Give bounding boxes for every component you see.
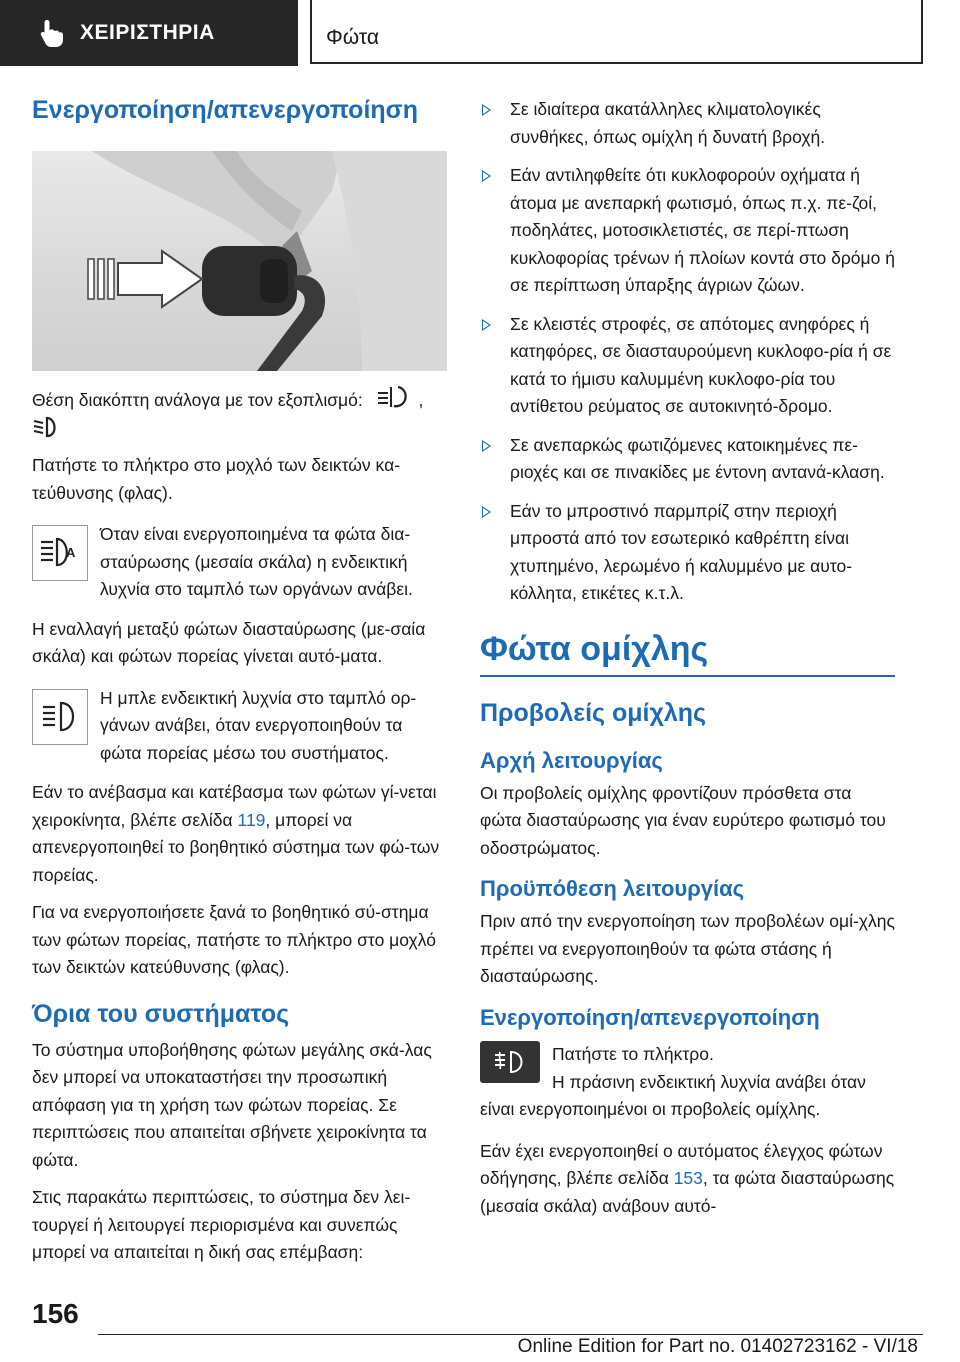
p3-text-b: , μπορεί να απενεργοποιηθεί το βοηθητικό σύστημα των φώ-των πορείας. xyxy=(32,809,440,885)
prerequisite-heading: Προϋπόθεση λειτουργίας xyxy=(480,876,745,901)
switch-position-caption xyxy=(32,385,447,442)
automatic-switch-paragraph: Η εναλλαγή μεταξύ φώτων διασταύρωσης (με-σαία σκάλα) και φώτων πορείας γίνεται αυτό-ματα. xyxy=(32,618,426,666)
limits-paragraph: Το σύστημα υποβοήθησης φώτων μεγάλης σκά-λας δεν μπορεί να υποκαταστήσει την προσωπική απόφαση για τη χρήση των φώτων πορείας. Σε περιπτώσεις που απαιτείται σβήνετε χειροκίνητα τα φώτα. xyxy=(32,1039,432,1170)
caption-text: Θέση διακόπτη ανάλογα με τον εξοπλισμό: xyxy=(32,390,363,410)
page-link-119[interactable]: 119 xyxy=(237,809,266,830)
list-item-text: Εάν το μπροστινό παρμπρίζ στην περιοχή μπροστά από τον εσωτερικό καθρέπτη είναι χτυπημένο, λερωμένο ή καλυμμένο με αυτο-κόλλητα, ετικέτες κ.τ.λ. xyxy=(510,500,853,603)
turn-signal-stalk-photo xyxy=(32,151,447,371)
press-stalk-paragraph: Πατήστε το πλήκτρο στο μοχλό των δεικτών κα-τεύθυνσης (φλας). xyxy=(32,455,401,503)
section-tab[interactable] xyxy=(0,0,298,66)
cases-intro-paragraph: Στις παρακάτω περιπτώσεις, το σύστημα δεν λει-τουργεί ή λειτουργεί περιορισμένα και συνεπώς μπορεί να απαιτείται η δική σας επέμβαση: xyxy=(32,1187,411,1262)
fog-light-button-icon[interactable] xyxy=(480,1041,540,1083)
left-column xyxy=(32,96,447,1277)
svg-text:A: A xyxy=(66,545,76,560)
chapter-title: Φώτα xyxy=(326,26,379,49)
list-item-text: Σε ανεπαρκώς φωτιζόμενες κατοικημένες πε-ριοχές και σε πινακίδες με έντονη αντανά-κλαση. xyxy=(510,434,885,482)
fog-onoff-heading: Ενεργοποίηση/απενεργοποίηση xyxy=(480,1004,820,1030)
edition-footer: Online Edition for Part no. 01402723162 - VI/18 xyxy=(517,1336,918,1357)
section-heading-onoff: Ενεργοποίηση/απενεργοποίηση xyxy=(32,96,419,124)
p3-text-a: Εάν το ανέβασμα και κατέβασμα των φώτων γί-νεται χειροκίνητα, βλέπε σελίδα xyxy=(32,782,437,830)
manual-highbeam-paragraph xyxy=(32,779,447,889)
list-item xyxy=(480,311,895,421)
fog-headlights-heading: Προβολείς ομίχλης xyxy=(480,698,707,727)
auto-control-paragraph xyxy=(480,1138,895,1221)
stalk-illustration xyxy=(32,151,447,371)
high-beam-note xyxy=(32,685,447,768)
prerequisite-paragraph: Πριν από την ενεργοποίηση των προβολέων ομί-χλης πρέπει να ενεργοποιηθούν τα φώτα στάσης ή διασταύρωσης. xyxy=(480,911,895,986)
press-button-text: Πατήστε το πλήκτρο. xyxy=(552,1043,714,1064)
principle-paragraph: Οι προβολείς ομίχλης φροντίζουν πρόσθετα στα φώτα διασταύρωσης για έναν ευρύτερο φωτισμό του οδοστρώματος. xyxy=(480,782,886,858)
caption-separator: , xyxy=(418,390,424,410)
list-item xyxy=(480,432,895,487)
bullet-triangle-icon xyxy=(482,170,491,182)
low-beam-note xyxy=(32,521,447,604)
low-beam-note-text: Όταν είναι ενεργοποιημένα τα φώτα δια-σταύρωσης (μεσαία σκάλα) η ενδεικτική λυχνία στο ταμπλό των οργάνων ανάβει. xyxy=(100,524,413,599)
chapter-tab xyxy=(310,0,923,64)
hand-pointer-icon xyxy=(38,18,64,48)
list-item xyxy=(480,498,895,608)
list-item xyxy=(480,162,895,300)
low-beam-auto-indicator-icon xyxy=(32,525,88,581)
bullet-triangle-icon xyxy=(482,104,491,116)
green-lamp-paragraph: Η πράσινη ενδεικτική λυχνία ανάβει όταν είναι ενεργοποιημένοι οι προβολείς ομίχλης. xyxy=(480,1071,866,1119)
high-beam-note-text: Η μπλε ενδεικτική λυχνία στο ταμπλό ορ-γάνων ανάβει, όταν ενεργοποιηθούν τα φώτα πορείας μέσω του συστήματος. xyxy=(100,687,417,763)
page-link-153[interactable]: 153 xyxy=(673,1168,703,1188)
list-item xyxy=(480,96,895,151)
limits-heading: Όρια του συστήματος xyxy=(32,999,290,1028)
stalk-variant-a-icon xyxy=(376,385,410,411)
section-title: ΧΕΙΡΙΣΤΗΡΙΑ xyxy=(80,21,215,44)
limitation-list xyxy=(480,96,895,608)
list-item-text: Σε κλειστές στροφές, σε απότομες ανηφόρες ή κατηφόρες, σε διασταυρούμενη κυκλοφο-ρία ή σε κατά το ήμισυ καλυμμένη κυκλοφο-ρία του αντίθετου ρεύματος σε αυτοκινητό-δρομο. xyxy=(510,313,892,416)
right-column xyxy=(480,96,895,1230)
list-item-text: Σε ιδιαίτερα ακατάλληλες κλιματολογικές συνθήκες, όπως ομίχλη ή δυνατή βροχή. xyxy=(510,99,826,147)
high-beam-indicator-icon xyxy=(32,689,88,745)
list-item-text: Εάν αντιληφθείτε ότι κυκλοφορούν οχήματα ή άτομα με ανεπαρκή φωτισμό, όπως π.χ. πε-ζοί, ποδηλάτες, μοτοσικλετιστές, σε περί-πτωση κυκλοφορίας τρένων ή πλοίων κοντά στο δρόμο ή σε περίπτωση ύπαρξης άγριων ζώων. xyxy=(510,165,895,295)
footer-divider xyxy=(98,1334,923,1335)
bullet-triangle-icon xyxy=(482,440,491,452)
bullet-triangle-icon xyxy=(482,319,491,331)
page-header xyxy=(0,0,960,66)
page-number: 156 xyxy=(32,1298,79,1329)
reactivate-paragraph: Για να ενεργοποιήσετε ξανά το βοηθητικό σύ-στημα των φώτων πορείας, πατήστε το πλήκτρο στο μοχλό των δεικτών κατεύθυνσης (φλας). xyxy=(32,902,436,977)
auto-text-a: Εάν έχει ενεργοποιηθεί ο αυτόματος έλεγχος φώτων οδήγησης, βλέπε σελίδα xyxy=(480,1140,883,1188)
auto-text-b: , τα φώτα διασταύρωσης (μεσαία σκάλα) ανάβουν αυτό- xyxy=(480,1168,895,1216)
stalk-variant-b-icon xyxy=(32,416,60,438)
principle-heading: Αρχή λειτουργίας xyxy=(480,747,663,773)
fog-lights-heading: Φώτα ομίχλης xyxy=(480,630,895,677)
bullet-triangle-icon xyxy=(482,506,491,518)
